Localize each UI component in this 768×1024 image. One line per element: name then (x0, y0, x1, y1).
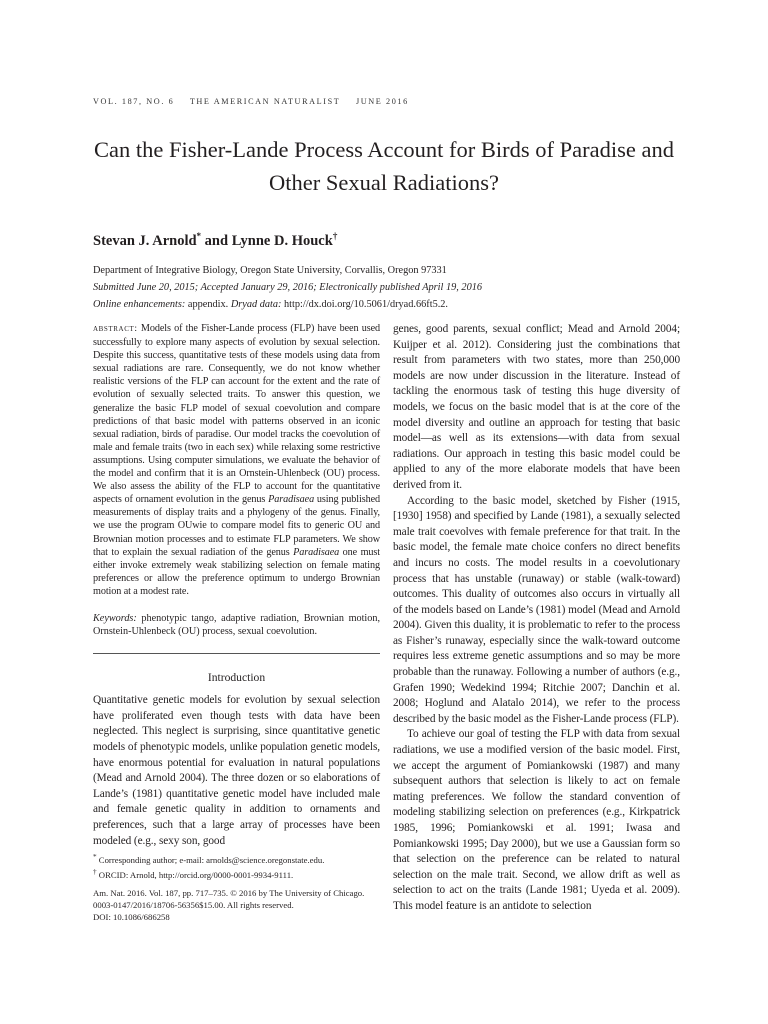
doi: DOI: 10.1086/686258 (93, 911, 170, 922)
keywords-text: phenotypic tango, adaptive radiation, Brownian motion, Ornstein-Uhlenbeck (OU) process, sexual coevolution. (93, 612, 380, 638)
affiliation: Department of Integrative Biology, Oregon State University, Corvallis, Oregon 97331 (93, 265, 447, 276)
journal-name: THE AMERICAN NATURALIST (189, 97, 341, 106)
author-line (93, 231, 337, 250)
online-enhancements (93, 296, 693, 313)
section-divider (93, 653, 380, 654)
keywords-label: Keywords: (93, 612, 137, 624)
author-mark-1: * (196, 231, 202, 241)
issue-date: JUNE 2016 (355, 97, 409, 106)
submission-dates: Submitted June 20, 2015; Accepted January 29, 2016; Electronically published April 19, 2016 (93, 282, 483, 293)
online-label: Online enhancements: (93, 299, 186, 310)
section-heading-introduction: Introduction (207, 671, 266, 685)
volume-info: VOL. 187, NO. 6 (93, 97, 175, 106)
abstract (93, 322, 380, 598)
paragraph: Quantitative genetic models for evolution by sexual selection have proliferated even though tests with data have been neglected. This neglect is surprising, since quantitative genetic models of phenotypic models, unlike population genetic models, have enormous potential for evaluation in natural populations (Mead and Arnold 2004). The three dozen or so elaborations of Lande’s (1981) quantitative genetic model have included male and female genetic quality in addition to ornaments and preferences, such that a large array of processes have been modeled (e.g., sexy son, good (93, 694, 380, 847)
citation-info: Am. Nat. 2016. Vol. 187, pp. 717–735. © 2016 by The University of Chicago. 0003-0147/2016/18706-56356$15.00. All rights reserved. (93, 888, 365, 911)
author-houck: Lynne D. Houck (231, 232, 333, 249)
right-column-body (393, 322, 680, 915)
keywords (93, 612, 380, 638)
abstract-text-2: using published measurements of display traits and a phylogeny of the genus. Finally, we use the program OUwie to compare model fits to generic OU and Brownian motion processes and to estimate FLP parameters. We show that to explain the sexual radiation of the genus (93, 494, 380, 558)
paragraph: According to the basic model, sketched by Fisher (1915, [1930] 1958) and specified by Lande (1981), a sexually selected male trait coevolves with female preference for that trait. In the basic model, the female mate choice confers no direct benefits and incurs no costs. The model results in a coevolutionary process that has unstable (runaway) or stable (walk-toward) outcomes. This duality of outcomes also occurs in virtually all of the models based on Lande’s (1981) model (Mead and Arnold 2004). Given this duality, it is problematic to refer to the process as Fisher’s runaway, especially since the walk-toward outcome requires less extreme genetic assumptions and so may be more probable than the runaway. Following a number of authors (e.g., Grafen 1990; Wedekind 1994; Ritchie 2007; Danchin et al. 2008; Hoglund and Alatalo 2014), we refer to the process described by the basic model as the Fisher-Lande process (FLP). (393, 494, 680, 725)
paragraph: To achieve our goal of testing the FLP with data from sexual radiations, we use a modified version of the basic model. First, we accept the argument of Pomiankowski (1987) and many subsequent authors that selection is likely to act on female mating preferences. We follow the standard convention of modeling stabilizing selection on preferences (e.g., Kirkpatrick 1985, 1996; Pomiankowski et al. 1991; Iwasa and Pomiankowski 1995; Day 2000), but we use a Gaussian form so that selection on the preference can be related to natural selection on the male trait. Second, we allow drift as well as selection to act on the traits (Lande 1981; Uyeda et al. 2009). This model feature is an antidote to selection (393, 728, 680, 912)
author-conjunction: and (204, 232, 229, 249)
introduction-body (93, 693, 380, 849)
footnote-orcid (93, 867, 383, 882)
footnote-text: ORCID: Arnold, http://orcid.org/0000-0001-9934-9111. (96, 869, 294, 880)
article-title: Can the Fisher-Lande Process Account for Birds of Paradise and Other Sexual Radiations? (93, 137, 675, 195)
abstract-text-3: one must either invoke extremely weak stabilizing selection on female mating preferences or allow the preference optimum to undergo Brownian motion at a modest rate. (93, 546, 380, 597)
abstract-label: abstract: (93, 324, 138, 334)
footnote-mark: * (93, 853, 97, 861)
right-column (393, 322, 680, 915)
author-mark-2: † (332, 231, 338, 241)
footnote-text: Corresponding author; e-mail: arnolds@science.oregonstate.edu. (96, 854, 325, 865)
author-arnold: Stevan J. Arnold (93, 232, 197, 249)
footnote-mark: † (93, 867, 97, 876)
genus-name: Paradisaea (268, 494, 315, 506)
footnotes (93, 852, 383, 924)
genus-name: Paradisaea (293, 546, 340, 558)
abstract-text: Models of the Fisher-Lande process (FLP) have been used successfully to explore many aspects of evolution by sexual selection. Despite this success, quantitative tests of these models using data from sexual radiations are rare. Consequently, we do not know whether realistic versions of the FLP can account for the extent and the rate of evolution of sexually selected traits. To answer this question, we generalize the basic FLP model of sexual coevolution and compare predictions of that basic model with patterns observed in an iconic sexual radiation, birds of paradise. Our model tracks the coevolution of male and female traits (two in each sex) while relaxing some restrictive assumptions. Using computer simulations, we evaluate the behavior of the model and confirm that it is an Ornstein-Uhlenbeck (OU) process. We also assess the ability of the FLP to account for the quantitative aspects of ornament evolution in the genus (93, 323, 380, 506)
footnote-corresponding (93, 852, 383, 867)
running-head (93, 97, 421, 106)
paragraph: genes, good parents, sexual conflict; Mead and Arnold 2004; Kuijper et al. 2012). Considering just the combinations that result from parameters with two states, more than 250,000 models are now under discussion in the literature. Instead of tackling the enormous task of testing this huge diversity of models, we focus on the basic model that is at the core of the model diversity and outline an approach for testing that basic model—as well as its extensions—with data from sexual radiations. Our approach in testing this basic model could be applied to any of the more elaborate models that have been derived from it. (393, 323, 680, 491)
dryad-label: Dryad data: (230, 299, 282, 310)
dryad-link[interactable]: http://dx.doi.org/10.5061/dryad.66ft5.2. (281, 299, 449, 310)
left-column (93, 322, 380, 849)
article-metadata (93, 262, 693, 313)
online-text: appendix. (185, 299, 231, 310)
